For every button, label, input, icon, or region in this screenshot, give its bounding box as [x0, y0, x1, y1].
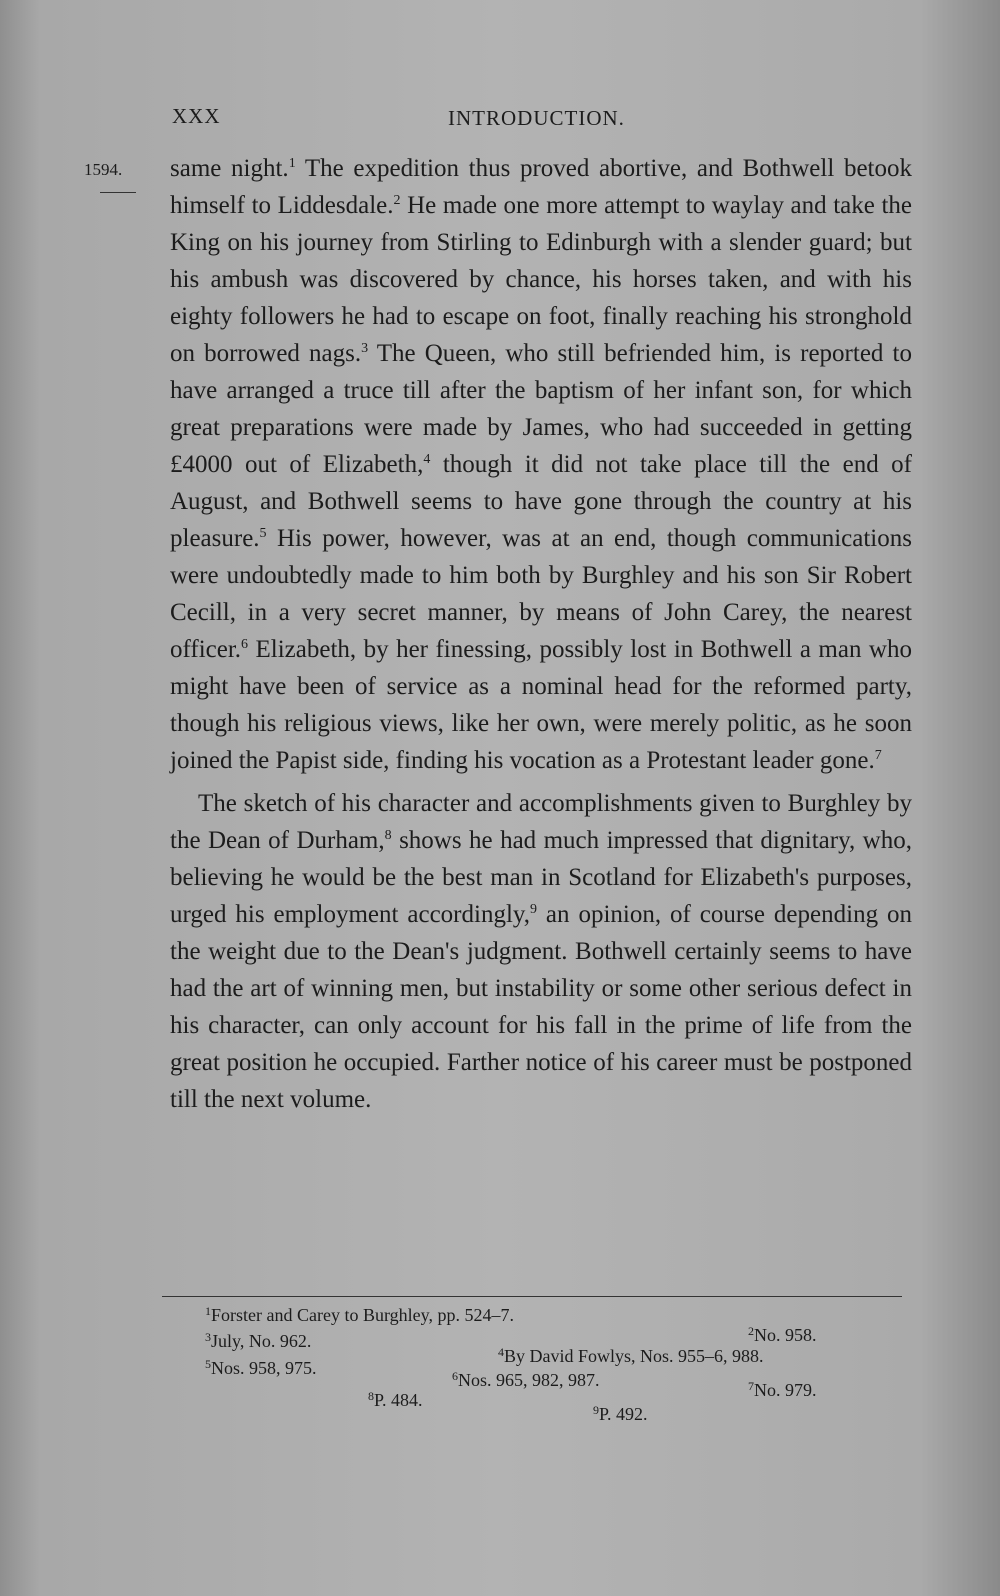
- footnote-text: P. 492.: [599, 1404, 648, 1424]
- footnote-marker: 6: [241, 637, 249, 652]
- margin-rule: [100, 192, 136, 193]
- footnote-marker: 1: [288, 156, 296, 171]
- footnote-number: 8: [368, 1389, 374, 1403]
- footnote-marker: 7: [874, 748, 882, 763]
- footnote-text: P. 484.: [374, 1390, 423, 1410]
- text-run: The sketch of his character and accomplishments given to Burghley by the Dean of Durham,: [170, 790, 912, 854]
- text-run: His power, however, was at an end, though communications were undoubtedly made to him both by Burghley and his son Sir Robert Cecill, in a very secret manner, by means of John Carey, the nearest officer.: [170, 525, 912, 663]
- body-text: [170, 150, 912, 1118]
- text-run: The expedition thus proved abortive, and Bothwell betook himself to Liddesdale.: [170, 155, 912, 219]
- footnote-number: 7: [748, 1379, 754, 1393]
- footnote-9: [593, 1404, 648, 1425]
- paragraph-1: [170, 150, 912, 779]
- footnote-number: 9: [593, 1403, 599, 1417]
- footnote-marker: 3: [361, 341, 369, 356]
- text-run: an opinion, of course depending on the weight due to the Dean's judgment. Bothwell certainly seems to have had the art of winning men, but instability or some other serious defect in his character, can only account for his fall in the prime of life from the great position he occupied. Farther notice of his career must be postponed till the next volume.: [170, 901, 912, 1113]
- footnote-number: 2: [748, 1324, 754, 1338]
- page-title: INTRODUCTION.: [448, 106, 625, 130]
- footnote-2: [748, 1325, 817, 1346]
- footnote-text: By David Fowlys, Nos. 955–6, 988.: [504, 1346, 764, 1366]
- text-run: shows he had much impressed that dignitary, who, believing he would be the best man in Scotland for Elizabeth's purposes, urged his employment accordingly,: [170, 827, 912, 928]
- page-folio: XXX: [172, 104, 221, 128]
- text-run: same night.: [170, 155, 289, 182]
- text-run: He made one more attempt to waylay and take the King on his journey from Stirling to Edinburgh with a slender guard; but his ambush was discovered by chance, his horses taken, and with his eighty followers he had to escape on foot, finally reaching his stronghold on borrowed nags.: [170, 192, 912, 367]
- footnote-5: [205, 1358, 317, 1379]
- margin-year: 1594.: [84, 160, 123, 179]
- footnote-marker: 9: [530, 902, 538, 917]
- footnote-marker: 4: [423, 452, 431, 467]
- text-run: though it did not take place till the end of August, and Bothwell seems to have gone through the country at his pleasure.: [170, 451, 912, 552]
- footnote-number: 5: [205, 1357, 211, 1371]
- footnote-text: Nos. 965, 982, 987.: [458, 1370, 600, 1390]
- footnote-text: Forster and Carey to Burghley, pp. 524–7.: [211, 1305, 514, 1325]
- footnote-number: 4: [498, 1345, 504, 1359]
- footnote-number: 6: [452, 1369, 458, 1383]
- footnote-rule: [162, 1296, 902, 1297]
- footnote-8: [368, 1390, 423, 1411]
- footnote-6: [452, 1370, 600, 1391]
- footnote-marker: 2: [393, 193, 401, 208]
- footnote-text: No. 979.: [754, 1380, 817, 1400]
- footnote-marker: 8: [384, 828, 392, 843]
- footnote-1: [205, 1305, 514, 1326]
- footnote-number: 1: [205, 1304, 211, 1318]
- paragraph-2: [170, 785, 912, 1118]
- footnote-text: July, No. 962.: [211, 1331, 312, 1351]
- footnote-text: No. 958.: [754, 1325, 817, 1345]
- footnote-text: Nos. 958, 975.: [211, 1358, 317, 1378]
- footnote-number: 3: [205, 1330, 211, 1344]
- footnote-4: [498, 1346, 764, 1367]
- footnote-7: [748, 1380, 817, 1401]
- text-run: The Queen, who still befriended him, is reported to have arranged a truce till after the baptism of her infant son, for which great preparations were made by James, who had succeeded in getting £4000 out of Elizabeth,: [170, 340, 912, 478]
- footnote-marker: 5: [259, 526, 267, 541]
- footnote-3: [205, 1331, 311, 1352]
- text-run: Elizabeth, by her finessing, possibly lost in Bothwell a man who might have been of service as a nominal head for the reformed party, though his religious views, like her own, were merely politic, as he soon joined the Papist side, finding his vocation as a Protestant leader gone.: [170, 636, 912, 774]
